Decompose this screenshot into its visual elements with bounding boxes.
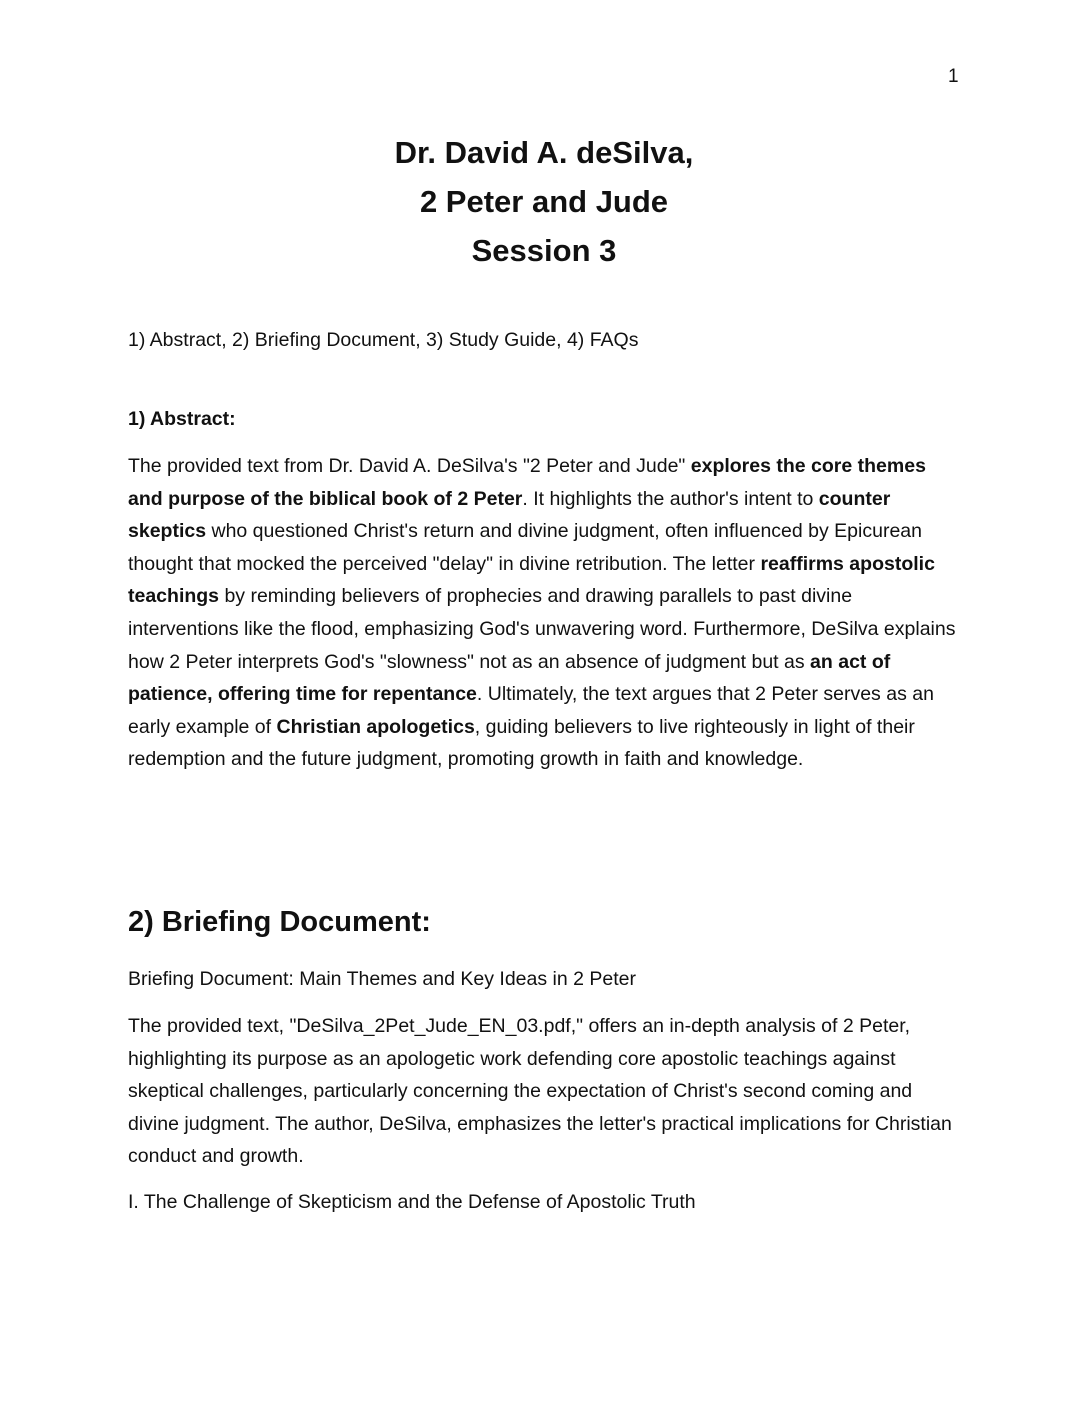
abstract-paragraph bbox=[128, 450, 958, 776]
text-run: . It highlights the author's intent to bbox=[522, 487, 819, 510]
text-run: . Ultimately, the text argues that 2 Peter serves as an early example of bbox=[128, 683, 934, 738]
bold-phrase: explores the core themes and purpose of the biblical book of 2 Peter bbox=[128, 455, 926, 510]
bold-phrase: reaffirms apostolic teachings bbox=[128, 552, 935, 608]
bold-phrase: Christian apologetics bbox=[276, 715, 475, 738]
abstract-heading: 1) Abstract: bbox=[128, 408, 236, 430]
title-line: 2 Peter and Jude bbox=[419, 184, 669, 219]
text-run: , guiding believers to live righteously in light of their redemption and the future judgment, promoting growth in faith and knowledge. bbox=[128, 715, 915, 771]
bold-phrase: counter skeptics bbox=[128, 487, 891, 543]
text-run: by reminding believers of prophecies and drawing parallels to past divine interventions like the flood, emphasizing God's unwavering word. Furthermore, DeSilva explains how 2 Peter interprets God's "slowness" not as an absence of judgment but as bbox=[128, 585, 956, 673]
title-line: Session 3 bbox=[471, 233, 617, 268]
page-number: 1 bbox=[948, 66, 959, 87]
briefing-subtitle: Briefing Document: Main Themes and Key Ideas in 2 Peter bbox=[128, 968, 636, 990]
contents-line: 1) Abstract, 2) Briefing Document, 3) Study Guide, 4) FAQs bbox=[128, 329, 639, 351]
briefing-paragraph: The provided text, "DeSilva_2Pet_Jude_EN_03.pdf," offers an in-depth analysis of 2 Peter, highlighting its purpose as an apologetic work defending core apostolic teachings against skeptical challenges, particularly concerning the expectation of Christ's second coming and divine judgment. The author, DeSilva, emphasizes the letter's practical implications for Christian conduct and growth. bbox=[128, 1015, 952, 1168]
bold-phrase: an act of patience, offering time for repentance bbox=[128, 650, 891, 706]
section-heading: I. The Challenge of Skepticism and the Defense of Apostolic Truth bbox=[128, 1191, 696, 1213]
title-line: Dr. David A. deSilva, bbox=[394, 135, 694, 170]
text-run: who questioned Christ's return and divine judgment, often influenced by Epicurean thought that mocked the perceived "delay" in divine retribution. The letter bbox=[128, 520, 922, 575]
text-run: The provided text from Dr. David A. DeSilva's "2 Peter and Jude" bbox=[128, 455, 691, 477]
document-title bbox=[0, 128, 1088, 275]
briefing-heading: 2) Briefing Document: bbox=[128, 906, 431, 938]
